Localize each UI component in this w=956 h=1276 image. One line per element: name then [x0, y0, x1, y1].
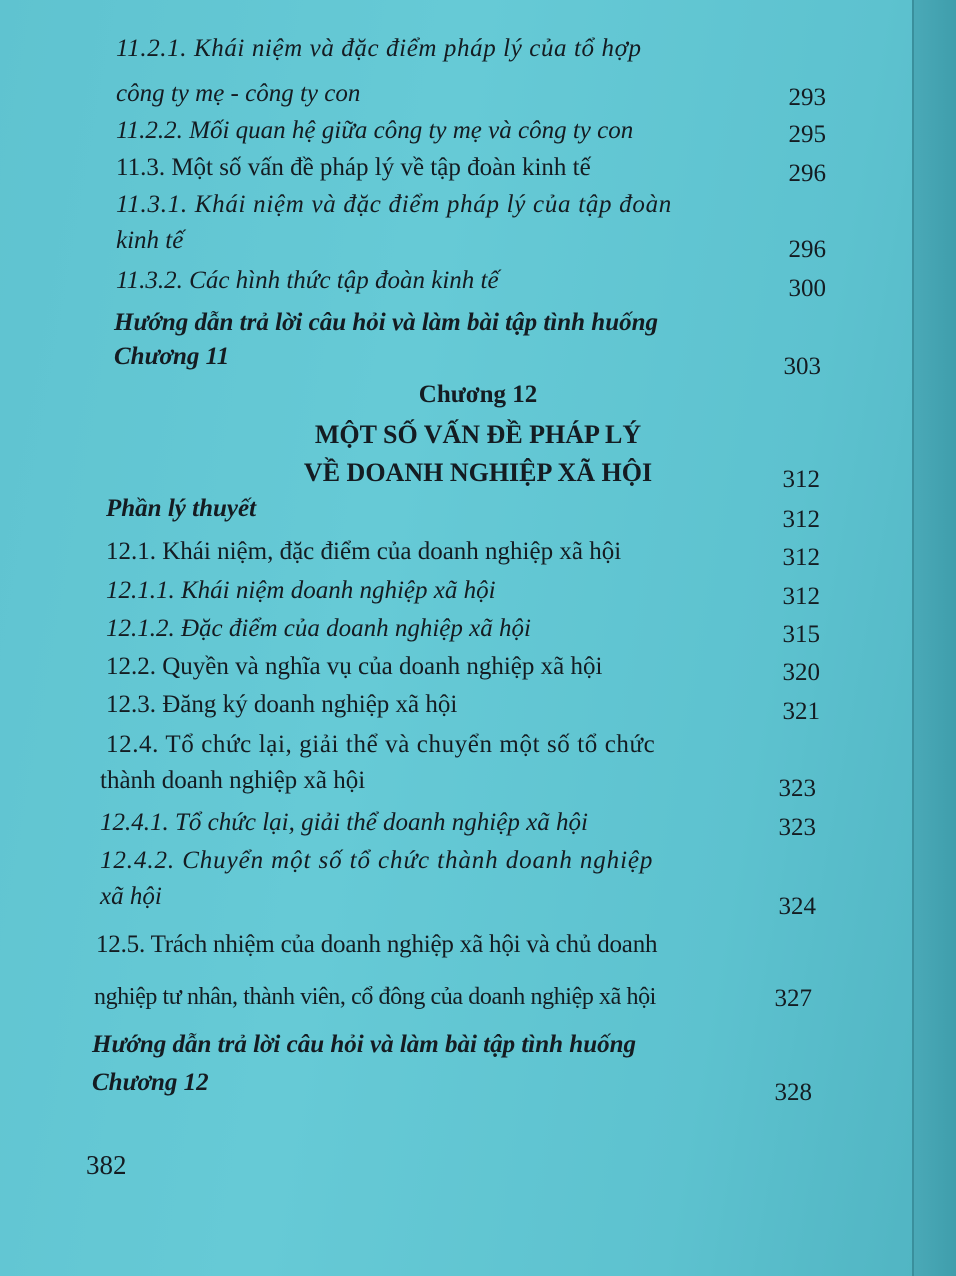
chapter-title: VỀ DOANH NGHIỆP XÃ HỘI [303, 458, 653, 487]
toc-page-number: 296 [788, 160, 826, 187]
toc-page-number: 295 [788, 121, 826, 148]
toc-entry: 11.2.2. Mối quan hệ giữa công ty mẹ và công ty con [116, 117, 634, 144]
toc-page-number: 323 [778, 814, 816, 841]
toc-entry: 11.3. Một số vấn đề pháp lý về tập đoàn kinh tế [116, 154, 591, 181]
toc-entry: Hướng dẫn trả lời câu hỏi và làm bài tập tình huống [114, 309, 659, 336]
toc-entry: nghiệp tư nhân, thành viên, cổ đông của doanh nghiệp xã hội [94, 984, 656, 1010]
toc-entry: 12.4.1. Tổ chức lại, giải thể doanh nghiệp xã hội [100, 809, 588, 836]
toc-page-number: 296 [788, 236, 826, 263]
toc-page-number: 312 [782, 583, 820, 610]
toc-entry: Phần lý thuyết [106, 495, 257, 522]
toc-page-number: 312 [782, 506, 820, 533]
toc-entry: 11.3.1. Khái niệm và đặc điểm pháp lý của tập đoàn [116, 191, 672, 218]
toc-page-number: 323 [778, 775, 816, 802]
toc-page-number: 312 [782, 544, 820, 571]
toc-entry: 12.4. Tổ chức lại, giải thể và chuyển một số tổ chức [106, 731, 656, 758]
toc-page-number: 321 [782, 698, 820, 725]
toc-page-number: 300 [788, 275, 826, 302]
toc-page-number: 327 [774, 985, 812, 1012]
toc-entry: 12.2. Quyền và nghĩa vụ của doanh nghiệp xã hội [106, 653, 603, 680]
toc-page-number: 324 [778, 893, 816, 920]
page-number: 382 [86, 1150, 127, 1180]
toc-entry: 12.5. Trách nhiệm của doanh nghiệp xã hội và chủ doanh [96, 931, 658, 958]
toc-page-number: 315 [782, 621, 820, 648]
toc-page-number: 303 [783, 353, 821, 380]
toc-page-number: 328 [774, 1079, 812, 1106]
toc-entry: thành doanh nghiệp xã hội [100, 767, 366, 794]
toc-entry: 12.1.1. Khái niệm doanh nghiệp xã hội [106, 577, 496, 604]
toc-entry: xã hội [100, 883, 162, 910]
toc-entry: 12.3. Đăng ký doanh nghiệp xã hội [106, 691, 458, 718]
toc-entry: 11.3.2. Các hình thức tập đoàn kinh tế [116, 267, 499, 294]
toc-entry: Chương 11 [114, 343, 230, 370]
toc-entry: 11.2.1. Khái niệm và đặc điểm pháp lý của tổ hợp [116, 35, 642, 62]
toc-entry: Chương 12 [92, 1069, 209, 1096]
toc-entry: 12.4.2. Chuyển một số tổ chức thành doanh nghiệp [100, 847, 654, 874]
chapter-heading: Chương 12 [418, 381, 538, 408]
toc-page-number: 312 [782, 466, 820, 493]
toc-entry: 12.1. Khái niệm, đặc điểm của doanh nghiệp xã hội [106, 538, 622, 565]
toc-page-number: 320 [782, 659, 820, 686]
toc-entry: 12.1.2. Đặc điểm của doanh nghiệp xã hội [106, 615, 531, 642]
toc-entry: kinh tế [116, 227, 184, 254]
chapter-title: MỘT SỐ VẤN ĐỀ PHÁP LÝ [314, 420, 642, 449]
toc-page-number: 293 [788, 84, 826, 111]
toc-entry: công ty mẹ - công ty con [116, 80, 361, 107]
toc-entry: Hướng dẫn trả lời câu hỏi và làm bài tập tình huống [92, 1031, 637, 1058]
